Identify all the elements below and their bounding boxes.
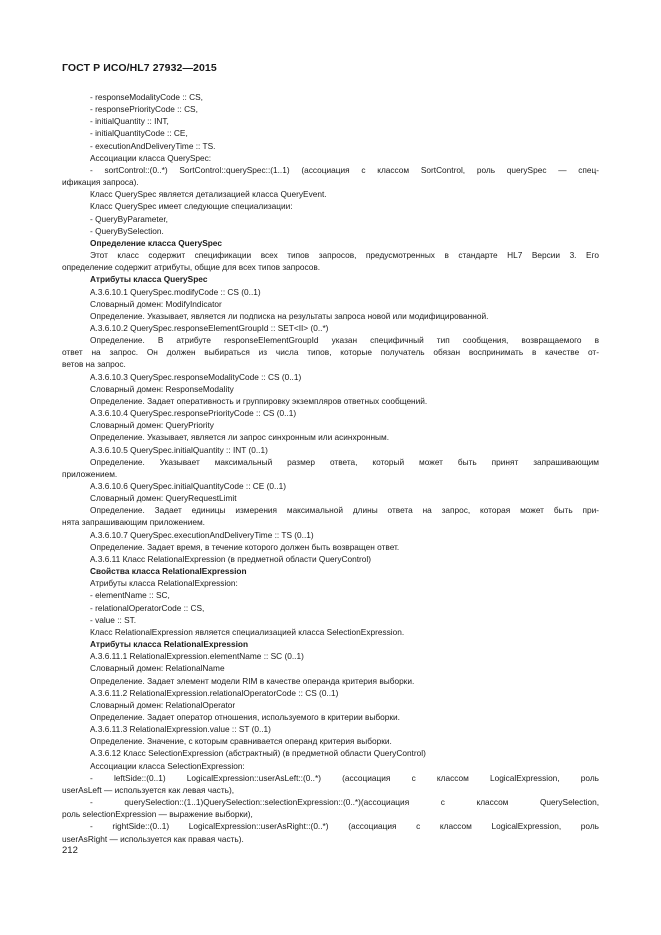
text-line: Класс QuerySpec является детализацией класса QueryEvent. (90, 189, 327, 200)
text-line: - QueryBySelection. (90, 225, 164, 236)
text-line: Словарный домен: RelationalName (90, 663, 225, 674)
text-line: Определение. Указывает максимальный размер ответа, который может быть принят запрашивающим (90, 456, 599, 467)
text-line: определение содержит атрибуты, общие для всех типов запросов. (62, 262, 321, 273)
text-line: - responseModalityCode :: CS, (90, 92, 203, 102)
text-line: - querySelection::(1..1)QuerySelection::selectionExpression::(0..*)(ассоциация с классом QuerySelection, (90, 797, 599, 808)
text-line: A.3.6.11.3 RelationalExpression.value :: ST (0..1) (90, 724, 271, 735)
text-line: Определение. Задает оперативность и группировку экземпляров ответных сообщений. (90, 395, 428, 406)
document-body (62, 91, 599, 845)
text-line: ответ на запрос. Он должен выбираться из числа типов, которые получатель обязан воспринимать в качестве от- (62, 347, 599, 358)
text-line: Определение. Указывает, является ли запрос синхронным или асинхронным. (90, 432, 390, 443)
section-heading: Атрибуты класса QuerySpec (90, 274, 208, 285)
section-heading: Определение класса QuerySpec (90, 237, 223, 248)
text-line: нята запрашивающим приложением. (62, 517, 205, 528)
text-line: - QueryByParameter, (90, 213, 168, 224)
text-line: Ассоциации класса SelectionExpression: (90, 760, 245, 771)
section-heading: Атрибуты класса RelationalExpression (90, 639, 249, 650)
document-header: ГОСТ Р ИСО/HL7 27932—2015 (62, 62, 217, 74)
text-line: - relationalOperatorCode :: CS, (90, 602, 205, 613)
text-line: Определение. В атрибуте responseElementGroupId указан специфичный тип сообщения, возвращаемого в (90, 335, 599, 346)
text-line: Определение. Задает элемент модели RIM в качестве операнда критерия выборки. (90, 675, 415, 686)
text-line: Определение. Значение, с которым сравнивается операнд критерия выборки. (90, 736, 392, 747)
text-line: - rightSide::(0..1) LogicalExpression::userAsRight::(0..*) (ассоциация с классом LogicalExpression, роль (90, 821, 599, 832)
text-line: - sortControl::(0..*) SortControl::querySpec::(1..1) (ассоциация с классом SortControl, роль querySpec — спец- (90, 164, 599, 175)
text-line: Словарный домен: RelationalOperator (90, 699, 236, 710)
text-line: Определение. Указывает, является ли подписка на результаты запроса новой или модифицированной. (90, 310, 489, 321)
text-line: A.3.6.11.1 RelationalExpression.elementName :: SC (0..1) (90, 651, 304, 662)
text-line: userAsRight — используется как правая часть). (62, 833, 244, 844)
text-line: Словарный домен: ResponseModality (90, 383, 234, 394)
text-line: Словарный домен: ModifyIndicator (90, 298, 222, 309)
text-line: - responsePriorityCode :: CS, (90, 104, 198, 115)
text-line: Словарный домен: QueryPriority (90, 420, 214, 431)
text-line: - leftSide::(0..1) LogicalExpression::userAsLeft::(0..*) (ассоциация с классом LogicalExpression, роль (90, 772, 599, 783)
text-line: ификация запроса). (62, 177, 139, 188)
text-line: Определение. Задает единицы измерения максимальной длины ответа на запрос, которая может быть при- (90, 505, 599, 516)
text-line: Этот класс содержит спецификации всех типов запросов, предусмотренных в стандарте HL7 Версии 3. Его (90, 250, 599, 261)
text-line: A.3.6.11 Класс RelationalExpression (в предметной области QueryControl) (90, 553, 372, 564)
text-line: A.3.6.12 Класс SelectionExpression (абстрактный) (в предметной области QueryControl) (90, 748, 426, 759)
text-line: A.3.6.10.1 QuerySpec.modifyCode :: CS (0..1) (90, 286, 261, 297)
text-line: Класс RelationalExpression является специализацией класса SelectionExpression. (90, 626, 405, 637)
text-line: - value :: ST. (90, 614, 137, 625)
text-line: роль selectionExpression — выражение выборки), (62, 809, 253, 820)
text-line: Класс QuerySpec имеет следующие специализации: (90, 201, 293, 212)
text-line: Определение. Задает время, в течение которого должен быть возвращен ответ. (90, 541, 400, 552)
text-line: Ассоциации класса QuerySpec: (90, 152, 212, 163)
text-line: - elementName :: SC, (90, 590, 170, 601)
text-line: ветов на запрос. (62, 359, 126, 370)
text-line: A.3.6.10.7 QuerySpec.executionAndDeliveryTime :: TS (0..1) (90, 529, 314, 540)
text-line: Определение. Задает оператор отношения, используемого в критерии выборки. (90, 711, 400, 722)
text-line: userAsLeft — используется как левая часть), (62, 784, 235, 795)
text-line: A.3.6.10.5 QuerySpec.initialQuantity :: INT (0..1) (90, 444, 268, 455)
text-line: A.3.6.10.4 QuerySpec.responsePriorityCode :: CS (0..1) (90, 408, 297, 419)
section-heading: Свойства класса RelationalExpression (90, 566, 247, 577)
text-line: A.3.6.10.3 QuerySpec.responseModalityCode :: CS (0..1) (90, 371, 302, 382)
text-line: - initialQuantity :: INT, (90, 116, 169, 127)
text-line: Словарный домен: QueryRequestLimit (90, 493, 237, 504)
page-number: 212 (62, 845, 78, 856)
text-line: приложением. (62, 468, 118, 479)
text-line: - initialQuantityCode :: CE, (90, 128, 188, 139)
text-line: Атрибуты класса RelationalExpression: (90, 578, 238, 589)
text-line: A.3.6.11.2 RelationalExpression.relationalOperatorCode :: CS (0..1) (90, 687, 339, 698)
text-line: A.3.6.10.2 QuerySpec.responseElementGroupId :: SET<II> (0..*) (90, 322, 329, 333)
text-line: A.3.6.10.6 QuerySpec.initialQuantityCode :: CE (0..1) (90, 481, 286, 491)
text-line: - executionAndDeliveryTime :: TS. (90, 140, 216, 151)
